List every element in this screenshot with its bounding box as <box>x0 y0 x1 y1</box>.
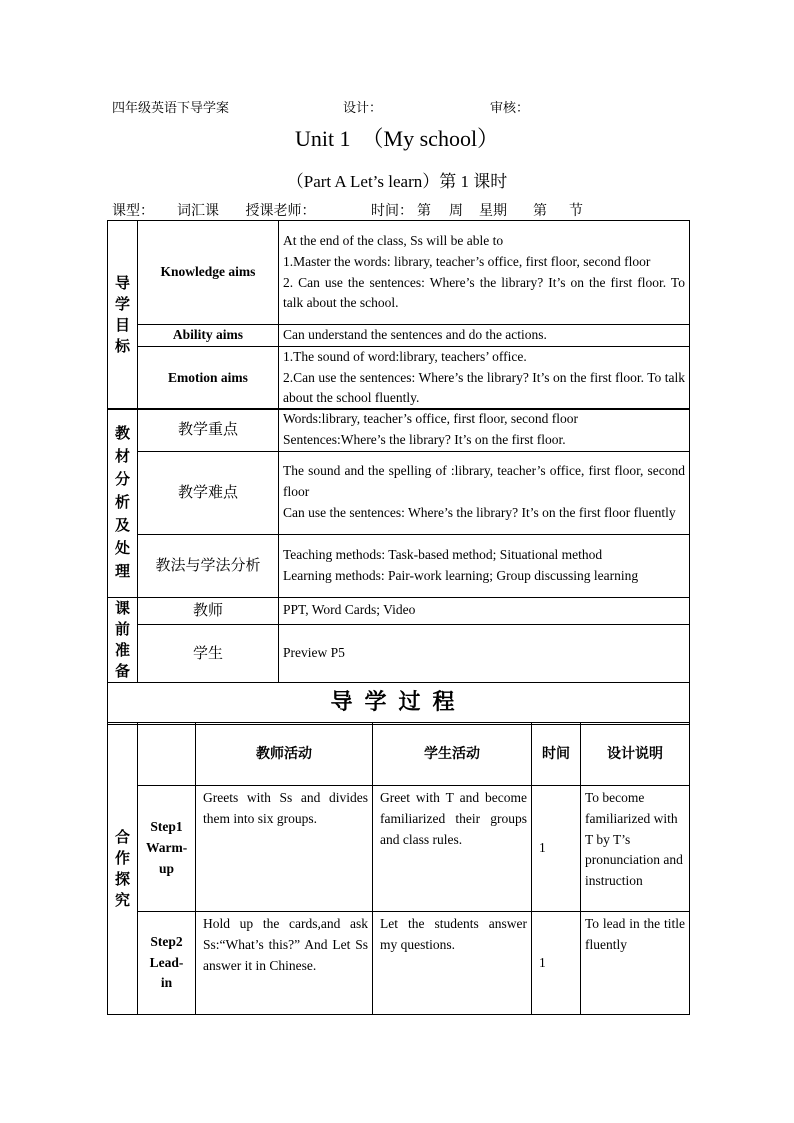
analysis-section-label: 教材分析及处理 <box>108 409 138 598</box>
type-value: 词汇课 <box>154 200 242 221</box>
process-title: 导学过程 <box>108 682 690 724</box>
teacher-blank <box>316 204 368 221</box>
difficult-points-label: 教学难点 <box>138 451 279 534</box>
page-title: Unit 1 （My school） <box>294 126 500 151</box>
page-subtitle: （Part A Let’s learn）第 1 课时 <box>286 172 508 191</box>
step-teacher-activity: Greets with Ss and divides them into six groups. <box>196 786 373 912</box>
goals-table <box>107 220 690 410</box>
analysis-table <box>107 408 690 725</box>
step-teacher-activity: Hold up the cards,and ask Ss:“What’s this?” And Let Ss answer it in Chinese. <box>196 912 373 1015</box>
prep-teacher-text: PPT, Word Cards; Video <box>279 597 690 624</box>
prep-student-text: Preview P5 <box>279 624 690 682</box>
type-label: 课型： <box>112 203 154 219</box>
step-design: To become familiarized with T by T’s pronunciation and instruction <box>581 786 690 912</box>
step-student-activity: Let the students answer my questions. <box>373 912 532 1015</box>
goals-section-label: 导学目标 <box>108 221 138 410</box>
design-label: 设计： <box>343 101 383 116</box>
time-blank: 第 周 星期 第 节 <box>413 200 593 221</box>
emotion-aims-label: Emotion aims <box>138 346 279 409</box>
ability-aims-label: Ability aims <box>138 325 279 347</box>
col-time: 时间 <box>532 723 581 786</box>
ability-aims-text: Can understand the sentences and do the actions. <box>279 325 690 347</box>
knowledge-aims-text: At the end of the class, Ss will be able to 1.Master the words: library, teacher’s office, first floor, second floor 2. Can use the sentences: Where’s the library? It’s on the first floor. To talk about the school. <box>279 221 690 325</box>
step-time: 1 <box>532 786 581 912</box>
step-header-blank <box>138 723 196 786</box>
process-section-label: 合作探究 <box>108 723 138 1015</box>
step-student-activity: Greet with T and become familiarized their groups and class rules. <box>373 786 532 912</box>
review-label: 审核： <box>490 101 530 116</box>
process-table <box>107 722 690 1015</box>
step-design: To lead in the title fluently <box>581 912 690 1015</box>
methods-text: Teaching methods: Task-based method; Situational method Learning methods: Pair-work learning; Group discussing learning <box>279 534 690 597</box>
step-time: 1 <box>532 912 581 1015</box>
col-student-activity: 学生活动 <box>373 723 532 786</box>
step-name: Step2 Lead-in <box>138 912 196 1015</box>
difficult-points-text: The sound and the spelling of :library, teacher’s office, first floor, second floor Can use the sentences: Where’s the library? It’s on the first floor fluently <box>279 451 690 534</box>
lesson-meta <box>112 200 593 221</box>
methods-label: 教法与学法分析 <box>138 534 279 597</box>
time-label: 时间： <box>371 203 413 219</box>
teacher-label: 授课老师： <box>245 203 316 219</box>
knowledge-aims-label: Knowledge aims <box>138 221 279 325</box>
emotion-aims-text: 1.The sound of word:library, teachers’ office. 2.Can use the sentences: Where’s the library? It’s on the first floor. To talk about the school fluently. <box>279 346 690 409</box>
key-points-label: 教学重点 <box>138 409 279 452</box>
grade-label: 四年级英语下导学案 <box>112 101 230 116</box>
prep-section-label: 课前准备 <box>108 597 138 682</box>
key-points-text: Words:library, teacher’s office, first floor, second floor Sentences:Where’s the library? It’s on the first floor. <box>279 409 690 452</box>
step-name: Step1 Warm-up <box>138 786 196 912</box>
col-design: 设计说明 <box>581 723 690 786</box>
prep-student-label: 学生 <box>138 624 279 682</box>
col-teacher-activity: 教师活动 <box>196 723 373 786</box>
prep-teacher-label: 教师 <box>138 597 279 624</box>
